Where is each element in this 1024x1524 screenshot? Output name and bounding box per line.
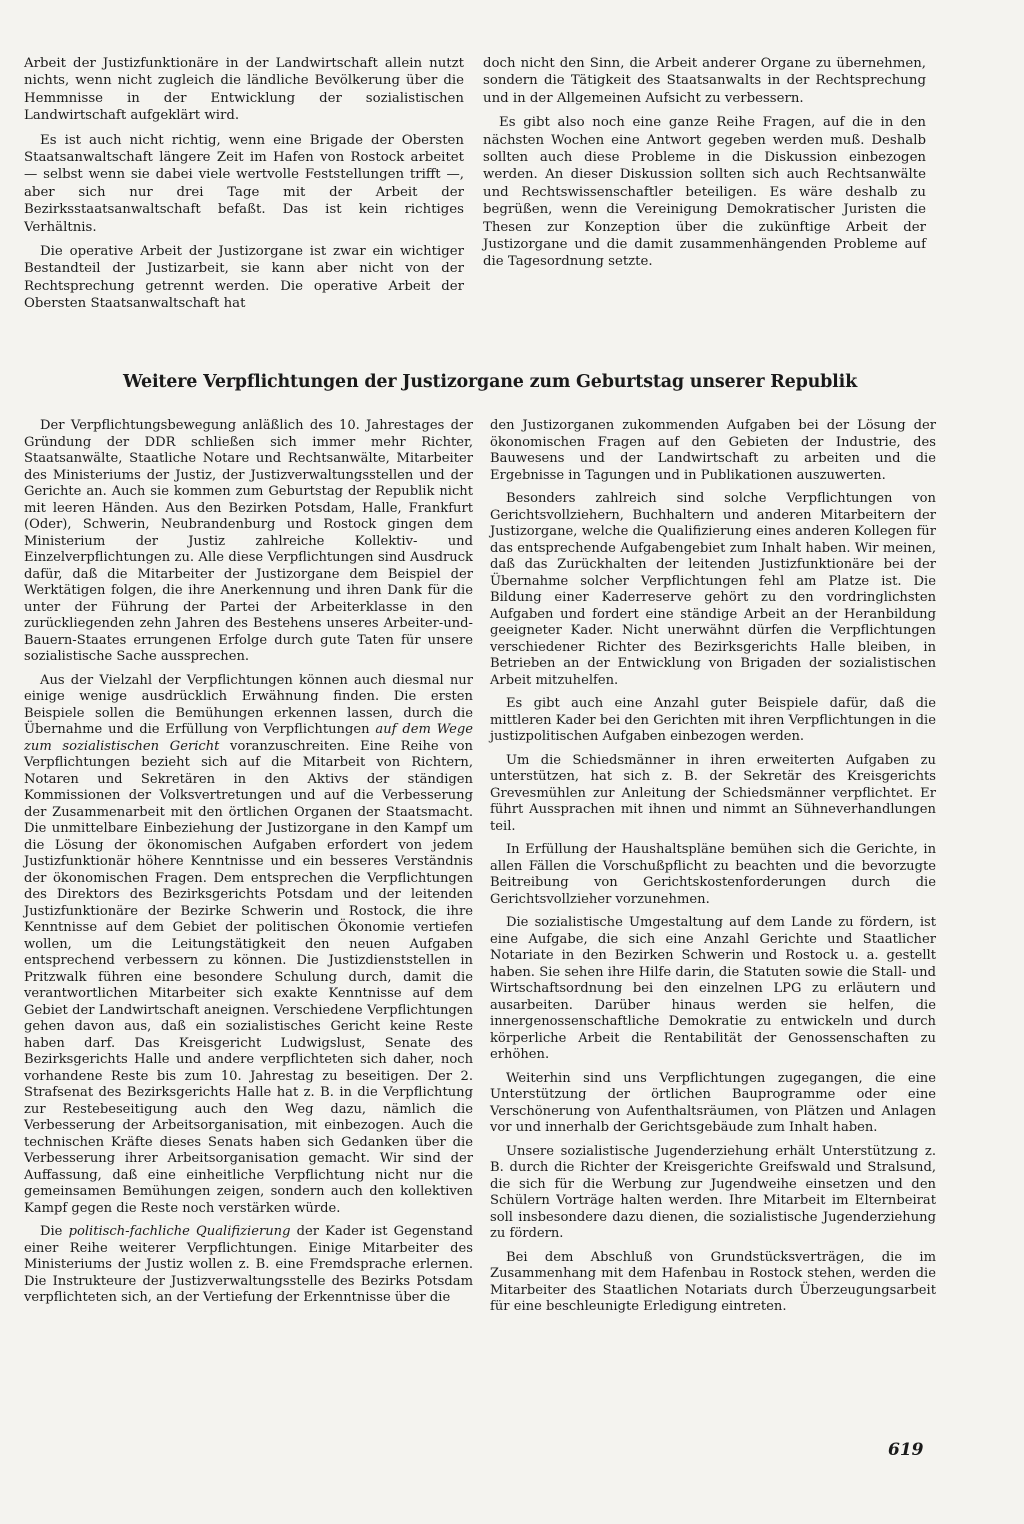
paragraph: In Erfüllung der Haushaltspläne bemühen sich die Gerichte, in allen Fällen die Vorschußpflicht zu beachten und die bevorzugte Beitreibung von Gerichtskostenforderungen durch die Gerichtsvollzieher vorzunehmen. [490,842,936,907]
paragraph: Es gibt also noch eine ganze Reihe Fragen, auf die in den nächsten Wochen eine Antwort gegeben werden muß. Deshalb sollten auch diese Probleme in die Diskussion einbezogen werden. An dieser Diskussion sollten sich auch Rechtsanwälte und Rechtswissenschaftler beteiligen. Es wäre deshalb zu begrüßen, wenn die Vereinigung Demokratischer Juristen die Thesen zur Konzeption über die zukünftige Arbeit der Justizorgane und die damit zusammenhängenden Probleme auf die Tagesordnung setzte. [483,115,926,270]
paragraph: Die sozialistische Umgestaltung auf dem Lande zu fördern, ist eine Aufgabe, die sich eine Anzahl Gerichte und Staatlicher Notariate in den Bezirken Schwerin und Rostock u. a. gestellt haben. Sie sehen ihre Hilfe darin, die Statuten sowie die Stall- und Wirtschaftsordnung bei den einzelnen LPG zu erläutern und ausarbeiten. Darüber hinaus werden sie helfen, die innergenossenschaftliche Demokratie zu entwickeln und durch körperliche Arbeit die Rentabilität der Genossenschaften zu erhöhen. [490,915,936,1062]
paragraph: Um die Schiedsmänner in ihren erweiterten Aufgaben zu unterstützen, hat sich z. B. der Sekretär des Kreisgerichts Grevesmühlen zur Anleitung der Schiedsmänner verpflichtet. Er führt Aussprachen mit ihnen und nimmt an Sühneverhandlungen teil. [490,752,936,834]
top-left-column [24,55,464,320]
paragraph: Besonders zahlreich sind solche Verpflichtungen von Gerichtsvollziehern, Buchhaltern und anderen Mitarbeitern der Justizorgane, welche die Qualifizierung eines anderen Kollegen für das entsprechende Aufgabengebiet zum Inhalt haben. Wir meinen, daß das Zurückhalten der leitenden Justizfunktionäre bei der Übernahme solcher Verpflichtungen fehl am Platze ist. Die Bildung einer Kaderreserve gehört zu den vordringlichsten Aufgaben und fordert eine ständige Arbeit an der Heranbildung geeigneter Kader. Nicht unerwähnt dürfen die Verpflichtungen verschiedener Richter des Bezirksgerichts Halle bleiben, in Betrieben an der Entwicklung von Brigaden der sozialistischen Arbeit mitzuhelfen. [490,491,936,688]
paragraph: Unsere sozialistische Jugenderziehung erhält Unterstützung z. B. durch die Richter der Kreisgerichte Greifswald und Stralsund, die sich für die Werbung zur Jugendweihe einsetzen und den Schülern Vorträge halten werden. Ihre Mitarbeit im Elternbeirat soll insbesondere dazu dienen, die sozialistische Jugenderziehung zu fördern. [490,1143,936,1241]
paragraph: Weiterhin sind uns Verpflichtungen zugegangen, die eine Unterstützung der örtlichen Bauprogramme oder eine Verschönerung von Aufenthaltsräumen, von Plätzen und Anlagen vor und innerhalb der Gerichtsgebäude zum Inhalt haben. [490,1070,936,1135]
paragraph-text: der Kader ist Gegenstand einer Reihe weiterer Verpflichtungen. Einige Mitarbeiter des Ministeriums der Justiz wollen z. B. eine Fremdsprache erlernen. Die Instrukteure der Justizverwaltungsstelle des Bezirks Potsdam verpflichteten sich, an der Vertiefung der Erkenntnisse über die [24,1224,473,1305]
article-headline: Weitere Verpflichtungen der Justizorgane zum Geburtstag unserer Republik [123,371,857,392]
paragraph-text: Aus der Vielzahl der Verpflichtungen können auch diesmal nur einige wenige ausdrücklich Erwähnung finden. Die ersten Beispiele sollen die Bemühungen erkennen lassen, durch die Übernahme und die Erfüllung von Verpflichtungen [24,672,473,737]
paragraph: Die operative Arbeit der Justizorgane ist zwar ein wichtiger Bestandteil der Justizarbeit, sie kann aber nicht von der Rechtsprechung getrennt werden. Die operative Arbeit der Obersten Staatsanwaltschaft hat [24,244,464,312]
paragraph-text: Die [40,1224,69,1239]
article-left-column [24,418,473,1314]
paragraph [24,1224,473,1307]
paragraph: den Justizorganen zukommenden Aufgaben bei der Lösung der ökonomischen Fragen auf den Gebieten der Industrie, des Bauwesens und der Landwirtschaft zu arbeiten und die Ergebnisse in Tagungen und in Publikationen auszuwerten. [490,418,936,483]
paragraph-text: voranzuschreiten. Eine Reihe von Verpflichtungen bezieht sich auf die Mitarbeit von Richtern, Notaren und Sekretären in den Aktivs der ständigen Kommissionen der Volksvertretungen und auf die Verbesserung der Zusammenarbeit mit den örtlichen Organen der Staatsmacht. Die unmittelbare Einbeziehung der Justizorgane in den Kampf um die Lösung der ökonomischen Aufgaben erfordert von jedem Justizfunktionär höhere Kenntnisse und ein besseres Verständnis der ökonomischen Fragen. Dem entsprechen die Verpflichtungen des Direktors des Bezirksgerichts Potsdam und der leitenden Justizfunktionäre der Bezirke Schwerin und Rostock, die ihre Kenntnisse auf dem Gebiet der politischen Ökonomie vertiefen wollen, um die Leitungstätigkeit den neuen Aufgaben entsprechend verbessern zu können. Die Justizdienststellen in Pritzwalk führen eine besondere Schulung durch, damit die verantwortlichen Mitarbeiter sich exakte Kenntnisse auf dem Gebiet der Landwirtschaft aneignen. Verschiedene Verpflichtungen gehen davon aus, daß ein sozialistisches Gericht keine Reste haben darf. Das Kreisgericht Ludwigslust, Senate des Bezirksgerichts Halle und andere verpflichteten sich daher, noch vorhandene Reste bis zum 10. Jahrestag zu beseitigen. Der 2. Strafsenat des Bezirksgerichts Halle hat z. B. in die Verpflichtung zur Restebeseitigung auch den Weg dazu, nämlich die Verbesserung der Arbeitsorganisation, mit einbezogen. Auch die technischen Kräfte dieses Senats haben sich Gedanken über die Verbesserung ihrer Arbeitsorganisation gemacht. Wir sind der Auffassung, daß eine einheitliche Verpflichtung nicht nur die gemeinsamen Bemühungen zeigen, sondern auch den kollektiven Kampf gegen die Reste noch verstärken würde. [24,738,473,1216]
paragraph: Arbeit der Justizfunktionäre in der Landwirtschaft allein nutzt nichts, wenn nicht zugleich die ländliche Bevölkerung über die Hemmnisse in der Entwicklung der sozialistischen Landwirtschaft aufgeklärt wird. [24,56,464,124]
paragraph: Der Verpflichtungsbewegung anläßlich des 10. Jahrestages der Gründung der DDR schließen sich immer mehr Richter, Staatsanwälte, Staatliche Notare und Rechtsanwälte, Mitarbeiter des Ministeriums der Justiz, der Justizverwaltungsstellen und der Gerichte an. Auch sie kommen zum Geburtstag der Republik nicht mit leeren Händen. Aus den Bezirken Potsdam, Halle, Frankfurt (Oder), Schwerin, Neubrandenburg und Rostock gingen dem Ministerium der Justiz zahlreiche Kollektiv- und Einzelverpflichtungen zu. Alle diese Verpflichtungen sind Ausdruck dafür, daß die Mitarbeiter der Justizorgane dem Beispiel der Werktätigen folgen, die ihre Anerkennung und ihren Dank für die unter der Führung der Partei der Arbeiterklasse in den zurückliegenden zehn Jahren des Bestehens unseres Arbeiter-und-Bauern-Staates errungenen Erfolge durch gute Taten für unsere sozialistische Sache aussprechen. [24,418,473,664]
paragraph [24,673,473,1218]
article-right-column [490,418,936,1323]
emphasis-text: auf dem Wege zum sozialistischen Gericht [24,722,473,754]
top-right-column [483,55,926,278]
emphasis-text: politisch-fachliche Qualifizierung [68,1224,291,1239]
page-number: 619 [888,1440,924,1460]
paragraph: doch nicht den Sinn, die Arbeit anderer Organe zu übernehmen, sondern die Tätigkeit des Staatsanwalts in der Rechtsprechung und in der Allgemeinen Aufsicht zu verbessern. [483,56,926,106]
paragraph: Bei dem Abschluß von Grundstücksverträgen, die im Zusammenhang mit dem Hafenbau in Rostock stehen, werden die Mitarbeiter des Staatlichen Notariats durch Überzeugungsarbeit für eine beschleunigte Erledigung eintreten. [490,1249,936,1314]
paragraph: Es ist auch nicht richtig, wenn eine Brigade der Obersten Staatsanwaltschaft längere Zeit im Hafen von Rostock arbeitet — selbst wenn sie dabei viele wertvolle Feststellungen trifft —, aber sich nur drei Tage mit der Arbeit der Bezirksstaatsanwaltschaft befaßt. Das ist kein richtiges Verhältnis. [24,132,464,235]
paragraph: Es gibt auch eine Anzahl guter Beispiele dafür, daß die mittleren Kader bei den Gerichten mit ihren Verpflichtungen in die justizpolitischen Aufgaben einbezogen werden. [490,696,936,744]
